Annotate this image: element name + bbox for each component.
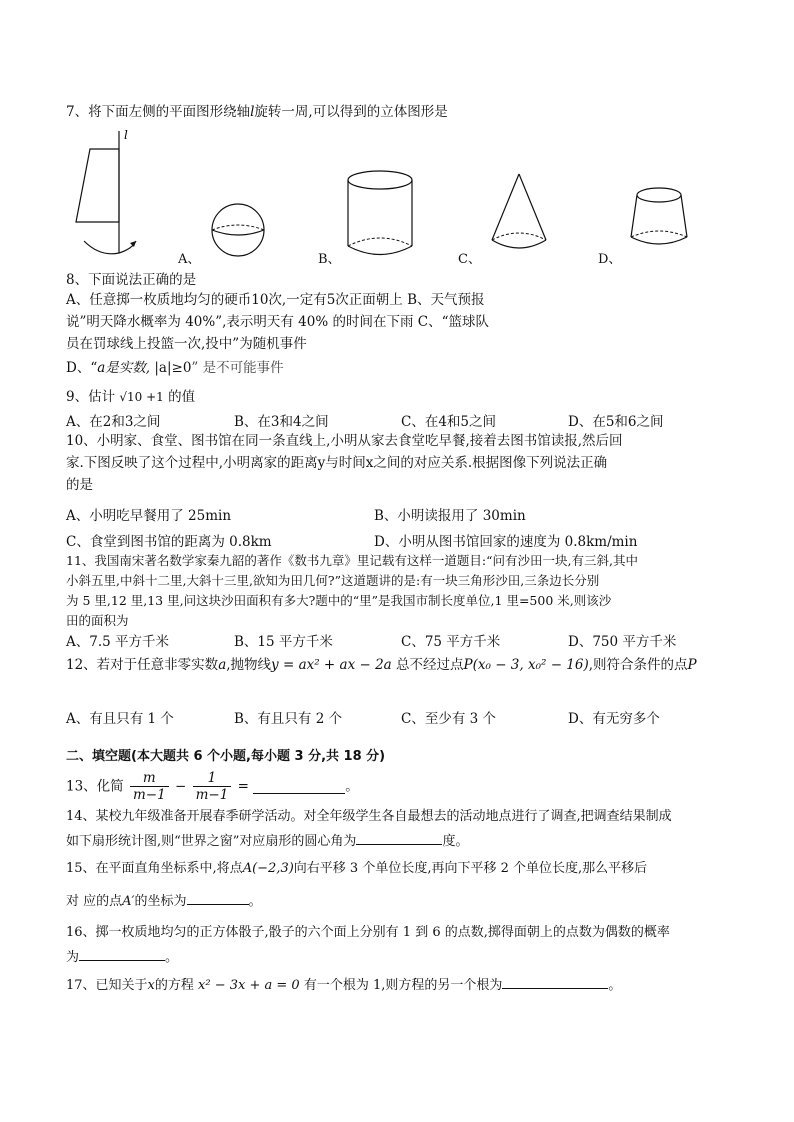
q12-option-b[interactable]: B、有且只有 2 个 (234, 711, 343, 727)
q7-sphere (208, 200, 268, 260)
q9-expression: √10 +1 (119, 390, 164, 404)
q10-line3: 的是 (66, 477, 93, 493)
q7-plane-figure (70, 125, 140, 265)
q13-answer-blank[interactable] (253, 779, 345, 794)
q13-stem: 13、化简 $\frac{m}{m-1}$ − $\frac{1}{m-1}$ = 。 (66, 770, 359, 803)
q17-equation: x² − 3x + a = 0 (198, 978, 300, 993)
q10-option-b[interactable]: B、小明读报用了 30min (374, 508, 526, 524)
q9-stem: 9、估计 √10 +1 的值 (66, 389, 196, 405)
q7-stem (66, 103, 448, 121)
q11-line4: 田的面积为 (66, 613, 129, 628)
section-fill-in-title: 二、填空题(本大题共 6 个小题,每小题 3 分,共 18 分) (66, 749, 386, 764)
q9-option-a[interactable]: A、在2和3之间 (66, 414, 161, 430)
q8-line1: A、任意掷一枚质地均匀的硬币10次,一定有5次正面朝上 B、天气预报 (66, 292, 485, 308)
q10-option-c[interactable]: C、食堂到图书馆的距离为 0.8km (66, 534, 272, 550)
q11-line1: 11、我国南宋著名数学家秦九韶的著作《数书九章》里记载有这样一道题目:“问有沙田一块,有三斜,其中 (66, 553, 638, 568)
q14-answer-blank[interactable] (356, 830, 442, 845)
q8-d-var: a是实数, (97, 360, 151, 376)
q10-option-d[interactable]: D、小明从图书馆回家的速度为 0.8km/min (374, 534, 638, 550)
q14-line2: 如下扇形统计图,则“世界之窗”对应扇形的圆心角为 度。 (66, 830, 468, 851)
q11-line3: 为 5 里,12 里,13 里,问这块沙田面积有多大?题中的“里”是我国市制长度单位,1 里=500 米,则该沙 (66, 593, 612, 608)
q12-option-d[interactable]: D、有无穷多个 (568, 711, 660, 727)
q8-line3: 员在罚球线上投篮一次,投中”为随机事件 (66, 336, 307, 352)
q11-option-a[interactable]: A、7.5 平方千米 (66, 634, 170, 650)
q12-option-c[interactable]: C、至少有 3 个 (401, 711, 497, 727)
q12-equation: y = ax² + ax − 2a (271, 657, 392, 673)
q16-line1: 16、掷一枚质地均匀的正方体骰子,骰子的六个面上分别有 1 到 6 的点数,掷得面朝上的点数为偶数的概率 (66, 925, 670, 940)
q8-line2: 说”明天降水概率为 40%”,表示明天有 40% 的时间在下雨 C、“篮球队 (66, 314, 490, 330)
q7-option-a[interactable]: A、 (178, 252, 201, 267)
q10-line1: 10、小明家、食堂、图书馆在同一条直线上,小明从家去食堂吃早餐,接着去图书馆读报,然后回 (66, 433, 623, 449)
svg-text:l: l (124, 128, 128, 142)
q11-option-d[interactable]: D、750 平方千米 (568, 634, 677, 650)
q8-title: 8、下面说法正确的是 (66, 272, 197, 288)
q15-line1: 15、在平面直角坐标系中,将点A(−2,3)向右平移 3 个单位长度,再向下平移 2 个单位长度,那么平移后 (66, 861, 648, 876)
q8-d-abs: |a|≥0 (154, 360, 192, 376)
q11-line2: 小斜五里,中斜十二里,大斜十三里,欲知为田几何?”这道题讲的是:有一块三角形沙田,三条边长分别 (66, 573, 600, 588)
q10-line2: 家.下图反映了这个过程中,小明离家的距离y与时间x之间的对应关系.根据图像下列说法正确 (66, 455, 608, 471)
q17-stem: 17、已知关于x的方程 x² − 3x + a = 0 有一个根为 1,则方程的另一个根为 。 (66, 974, 621, 995)
q7-cylinder (345, 168, 415, 260)
q7-option-b[interactable]: B、 (318, 252, 341, 267)
q7-cone (488, 170, 550, 260)
q12-stem: 12、若对于任意非零实数a,抛物线y = ax² + ax − 2a 总不经过点P(x₀ − 3, x₀² − 16),则符合条件的点P (66, 657, 697, 673)
q9-option-b[interactable]: B、在3和4之间 (234, 414, 329, 430)
q10-option-a[interactable]: A、小明吃早餐用了 25min (66, 508, 232, 524)
q14-line1: 14、某校九年级准备开展春季研学活动。对全年级学生各自最想去的活动地点进行了调查,把调查结果制成 (66, 809, 672, 824)
q11-option-c[interactable]: C、75 平方千米 (401, 634, 501, 650)
q7-axis: l (250, 104, 255, 120)
q7-text: 7、将下面左侧的平面图形绕轴 (66, 104, 251, 120)
q8-line4: D、“a是实数, |a|≥0” 是不可能事件 (66, 360, 284, 376)
q13-fraction-2: $\frac{1}{m-1}$ (193, 770, 232, 803)
q9-option-d[interactable]: D、在5和6之间 (568, 414, 664, 430)
q7-option-c[interactable]: C、 (458, 252, 481, 267)
q16-answer-blank[interactable] (79, 946, 165, 961)
q16-line2: 为 。 (66, 946, 178, 967)
q12-option-a[interactable]: A、有且只有 1 个 (66, 711, 174, 727)
q15-answer-blank[interactable] (187, 890, 249, 905)
q15-point: A(−2,3) (242, 861, 294, 876)
q7-text2: 旋转一周,可以得到的立体图形是 (254, 104, 448, 120)
q9-option-c[interactable]: C、在4和5之间 (401, 414, 497, 430)
q11-option-b[interactable]: B、15 平方千米 (234, 634, 333, 650)
q7-frustum (628, 185, 690, 260)
q13-fraction-1: $\frac{m}{m-1}$ (130, 770, 169, 803)
q17-answer-blank[interactable] (502, 974, 608, 989)
q15-line2: 对 应的点A′的坐标为 。 (66, 890, 262, 911)
q7-option-d[interactable]: D、 (598, 252, 622, 267)
q12-point: P(x₀ − 3, x₀² − 16) (463, 657, 589, 673)
